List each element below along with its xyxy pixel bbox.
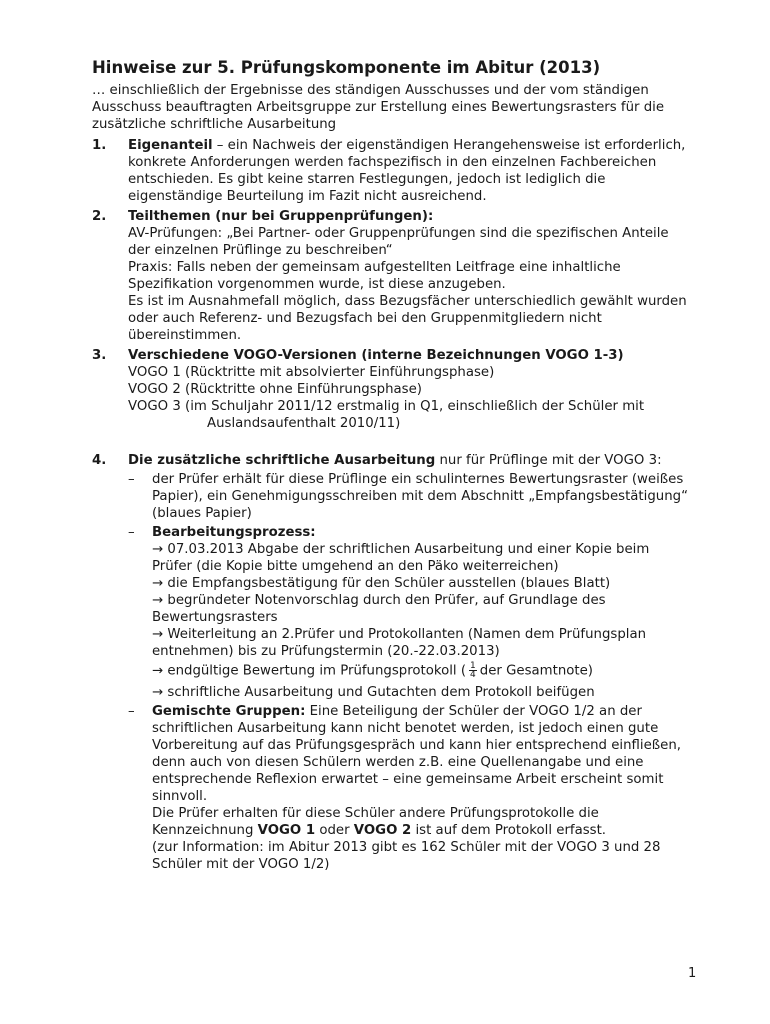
step-text: die Empfangsbestätigung für den Schüler ausstellen (blaues Blatt)	[167, 576, 611, 591]
arrow-icon: →	[152, 663, 164, 679]
sub-item-raster	[128, 471, 692, 522]
sub-text: oder	[315, 822, 354, 838]
page-number: 1	[688, 966, 697, 981]
vogo-2-label: VOGO 2	[353, 822, 412, 838]
sub-text: Eine Beteiligung der Schüler der VOGO 1/2 an der schriftlichen Ausarbeitung kann nicht benotet werden, ist jedoch einen gute Vorbereitung auf das Prüfungsgespräch und kann hier entsprechend einfließen, denn auch von diesen Schülern werden z.B. eine Quellenangabe und eine entsprechende Reflexion erwartet – eine gemeinsame Arbeit erscheint somit sinnvoll.	[152, 703, 681, 804]
sub-text: der Prüfer erhält für diese Prüflinge ein schulinternes Bewertungsraster (weißes Papier), ein Genehmigungsschreiben mit dem Abschnitt „Empfangsbestätigung“ (blaues Papier)	[152, 472, 688, 521]
dash-bullet: –	[128, 525, 135, 540]
sub-text: Die Prüfer erhalten für diese Schüler andere Prüfungsprotokolle die Kennzeichnung	[152, 805, 599, 838]
item-line: VOGO 1 (Rücktritte mit absolvierter Einführungsphase)	[128, 365, 495, 380]
item-text: – ein Nachweis der eigenständigen Herangehensweise ist erforderlich, konkrete Anforderungen werden fachspezifisch in den einzelnen Fachbereichen entschieden. Es gibt keine starren Festlegungen, jedoch ist lediglich die eigenständige Beurteilung im Fazit nicht ausreichend.	[128, 138, 686, 204]
step-text: begründeter Notenvorschlag durch den Prüfer, auf Grundlage des Bewertungsrasters	[152, 593, 606, 625]
sub-text: ist auf dem Protokoll erfasst.	[411, 822, 607, 838]
list-item-2	[92, 208, 692, 344]
sub-heading: Gemischte Gruppen:	[152, 703, 306, 719]
document-page	[92, 58, 692, 876]
arrow-icon: →	[152, 576, 164, 591]
vogo-1-label: VOGO 1	[257, 822, 316, 838]
arrow-icon: →	[152, 684, 164, 700]
sub-heading: Bearbeitungsprozess:	[152, 525, 316, 540]
item-line: AV-Prüfungen: „Bei Partner- oder Gruppenprüfungen sind die spezifischen Anteile der einzelnen Prüflinge zu beschreiben“	[128, 226, 669, 258]
fraction	[469, 662, 477, 679]
list-item-4	[92, 452, 692, 873]
step-text: Weiterleitung an 2.Prüfer und Protokollanten (Namen dem Prüfungsplan entnehmen) bis zu Prüfungstermin (20.-22.03.2013)	[152, 627, 647, 659]
fraction-denominator: 4	[470, 670, 476, 680]
step-text: schriftliche Ausarbeitung und Gutachten dem Protokoll beifügen	[167, 684, 595, 700]
sub-item-process	[128, 524, 692, 701]
sub-item-mixed-groups	[128, 703, 692, 873]
item-heading: Eigenanteil	[128, 138, 213, 153]
item-heading: Teilthemen (nur bei Gruppenprüfungen):	[128, 209, 434, 224]
intro-paragraph: … einschließlich der Ergebnisse des ständigen Ausschusses und der vom ständigen Ausschuss beauftragten Arbeitsgruppe zur Erstellung eines Bewertungsrasters für die zusätzliche schriftliche Ausarbeitung	[92, 83, 665, 132]
arrow-icon: →	[152, 627, 164, 642]
item-number: 1.	[92, 138, 107, 153]
item-number: 2.	[92, 209, 107, 224]
list-item-1	[92, 137, 692, 205]
item-number: 3.	[92, 348, 107, 363]
item-line: VOGO 2 (Rücktritte ohne Einführungsphase)	[128, 382, 422, 397]
sub-text: (zur Information: im Abitur 2013 gibt es 162 Schüler mit der VOGO 3 und 28 Schüler mit der VOGO 1/2)	[152, 839, 661, 872]
item-line: VOGO 3 (im Schuljahr 2011/12 erstmalig in Q1, einschließlich der Schüler mit	[128, 399, 645, 414]
dash-bullet: –	[128, 472, 135, 487]
step-text: endgültige Bewertung im Prüfungsprotokoll (	[167, 663, 467, 679]
item-line: Auslandsaufenthalt 2010/11)	[207, 416, 401, 431]
item-heading: Die zusätzliche schriftliche Ausarbeitung	[128, 453, 436, 468]
fraction-numerator: 1	[470, 661, 476, 671]
item-line: Praxis: Falls neben der gemeinsam aufgestellten Leitfrage eine inhaltliche Spezifikation vorgenommen wurde, ist diese anzugeben.	[128, 260, 621, 292]
list-item-3	[92, 347, 692, 432]
step-text: 07.03.2013 Abgabe der schriftlichen Ausarbeitung und einer Kopie beim Prüfer (die Kopie bitte umgehend an den Päko weiterreichen)	[152, 542, 650, 574]
item-line: Es ist im Ausnahmefall möglich, dass Bezugsfächer unterschiedlich gewählt wurden oder auch Referenz- und Bezugsfach bei den Gruppenmitgliedern nicht übereinstimmen.	[128, 294, 687, 343]
item-number: 4.	[92, 453, 107, 468]
arrow-icon: →	[152, 542, 164, 557]
step-text: der Gesamtnote)	[479, 663, 593, 679]
arrow-icon: →	[152, 593, 164, 608]
dash-bullet: –	[128, 703, 135, 719]
item-heading: Verschiedene VOGO-Versionen (interne Bezeichnungen VOGO 1-3)	[128, 348, 624, 363]
document-title: Hinweise zur 5. Prüfungskomponente im Abitur (2013)	[92, 58, 601, 77]
item-heading-rest: nur für Prüflinge mit der VOGO 3:	[435, 453, 662, 468]
